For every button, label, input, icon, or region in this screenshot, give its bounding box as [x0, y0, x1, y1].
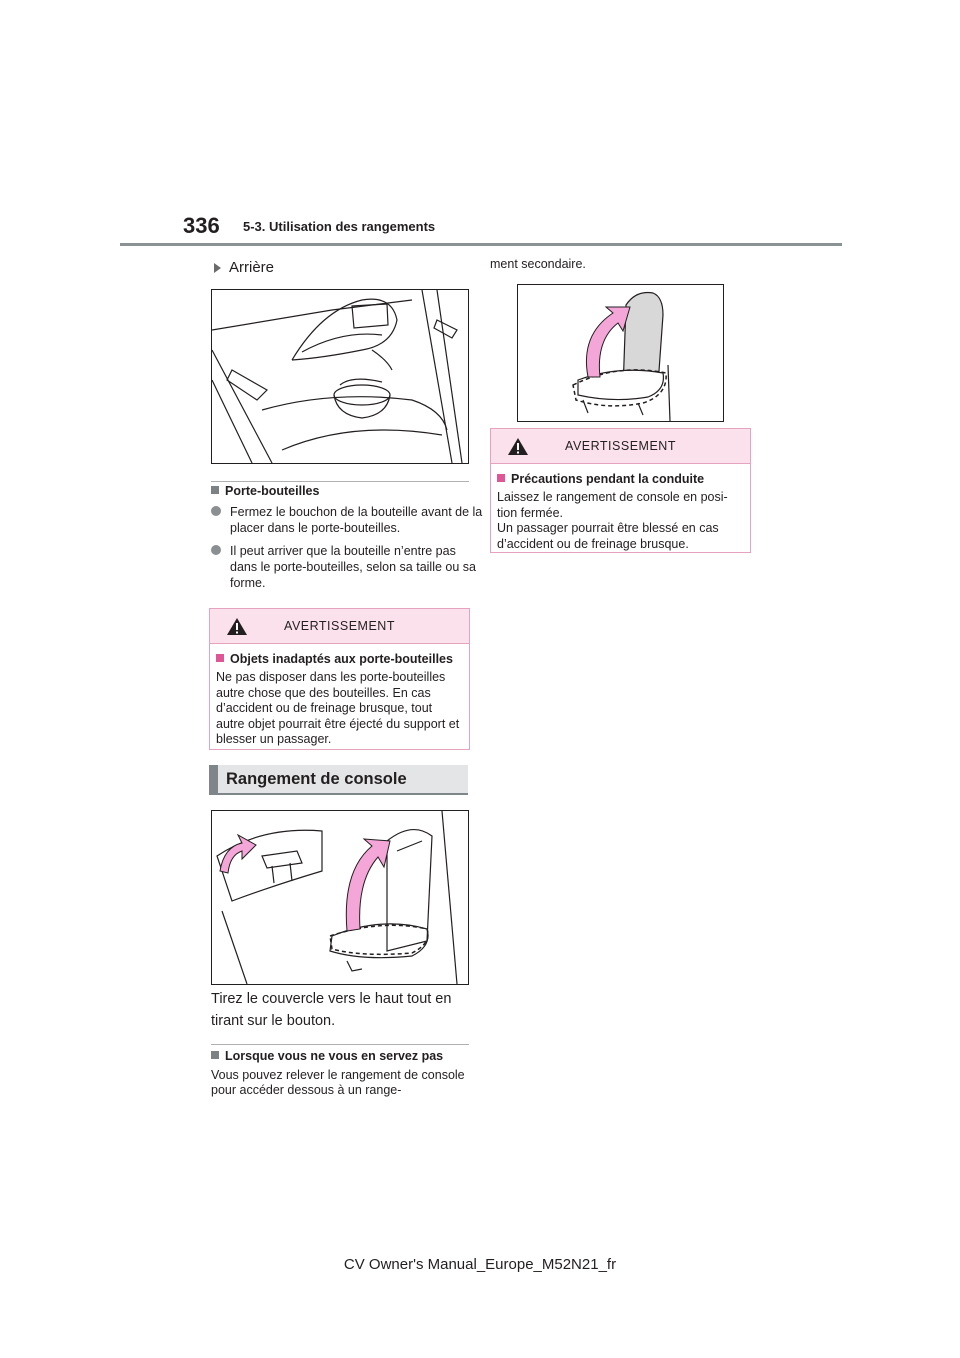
- warning-subheading: [216, 652, 469, 666]
- warning-body: Ne pas disposer dans les porte-bouteilles autre chose que des bouteilles. En cas d’accident ou de freinage brusque, tout autre objet pourrait être éjecté du support et blesser un passager.: [216, 670, 460, 746]
- warning-body-line: tion fermée.: [497, 505, 564, 520]
- rear-subheading: [214, 259, 274, 276]
- square-bullet-icon: [497, 474, 505, 482]
- warning-subheading-text: Objets inadaptés aux porte-bouteilles: [230, 652, 453, 666]
- divider: [211, 1044, 469, 1045]
- warning-header: [210, 609, 469, 644]
- warning-box-driving: [490, 428, 751, 553]
- warning-subheading: [497, 472, 750, 486]
- warning-subheading-text: Précautions pendant la conduite: [511, 472, 705, 486]
- warning-header: [491, 429, 750, 464]
- bullet-text: Il peut arriver que la bouteille n’entre pas dans le porte-bouteilles, selon sa taille ou sa forme.: [230, 544, 476, 590]
- section-title: 5-3. Utilisation des rangements: [243, 219, 436, 234]
- warning-body-line: Laissez le rangement de console en posi-: [497, 490, 728, 504]
- list-item: [211, 504, 486, 536]
- list-item: [211, 543, 486, 591]
- door-bottle-holder-drawing: [212, 290, 468, 463]
- square-bullet-icon: [216, 654, 224, 662]
- continuation-text: ment secondaire.: [490, 257, 586, 271]
- warning-body-line: d’accident ou de freinage brusque.: [497, 536, 689, 551]
- header-rule: [120, 243, 842, 246]
- rear-door-illustration: [211, 289, 469, 464]
- console-illustration: [211, 810, 469, 985]
- rear-label: Arrière: [229, 259, 275, 276]
- round-bullet-icon: [211, 545, 221, 555]
- divider: [211, 481, 469, 482]
- round-bullet-icon: [211, 506, 221, 516]
- bullet-text: Fermez le bouchon de la bouteille avant de la placer dans le porte-bouteilles.: [230, 505, 483, 535]
- not-in-use-body: Vous pouvez relever le rangement de console pour accéder dessous à un range-: [211, 1068, 465, 1097]
- bottle-holder-heading-text: Porte-bouteilles: [225, 484, 320, 498]
- console-lid-drawing: [212, 811, 468, 984]
- warning-title: AVERTISSEMENT: [565, 439, 676, 453]
- square-bullet-icon: [211, 1051, 219, 1059]
- console-storage-heading: Rangement de console: [209, 765, 468, 795]
- footer-manual-id: CV Owner's Manual_Europe_M52N21_fr: [343, 1256, 617, 1273]
- raised-lid-drawing: [518, 285, 723, 421]
- not-in-use-heading: [211, 1049, 443, 1063]
- warning-body: [497, 490, 744, 552]
- page-number: 336: [183, 213, 220, 238]
- warning-title: AVERTISSEMENT: [284, 619, 395, 633]
- not-in-use-heading-text: Lorsque vous ne vous en servez pas: [225, 1049, 444, 1063]
- instruction-text: Tirez le couvercle vers le haut tout en tirant sur le bouton.: [211, 991, 452, 1029]
- bottle-holder-heading: [211, 484, 319, 498]
- square-bullet-icon: [211, 486, 219, 494]
- raised-console-illustration: [517, 284, 724, 422]
- warning-body-line: Un passager pourrait être blessé en cas: [497, 521, 719, 535]
- triangle-arrow-icon: [214, 263, 221, 273]
- warning-box-bottles: [209, 608, 470, 750]
